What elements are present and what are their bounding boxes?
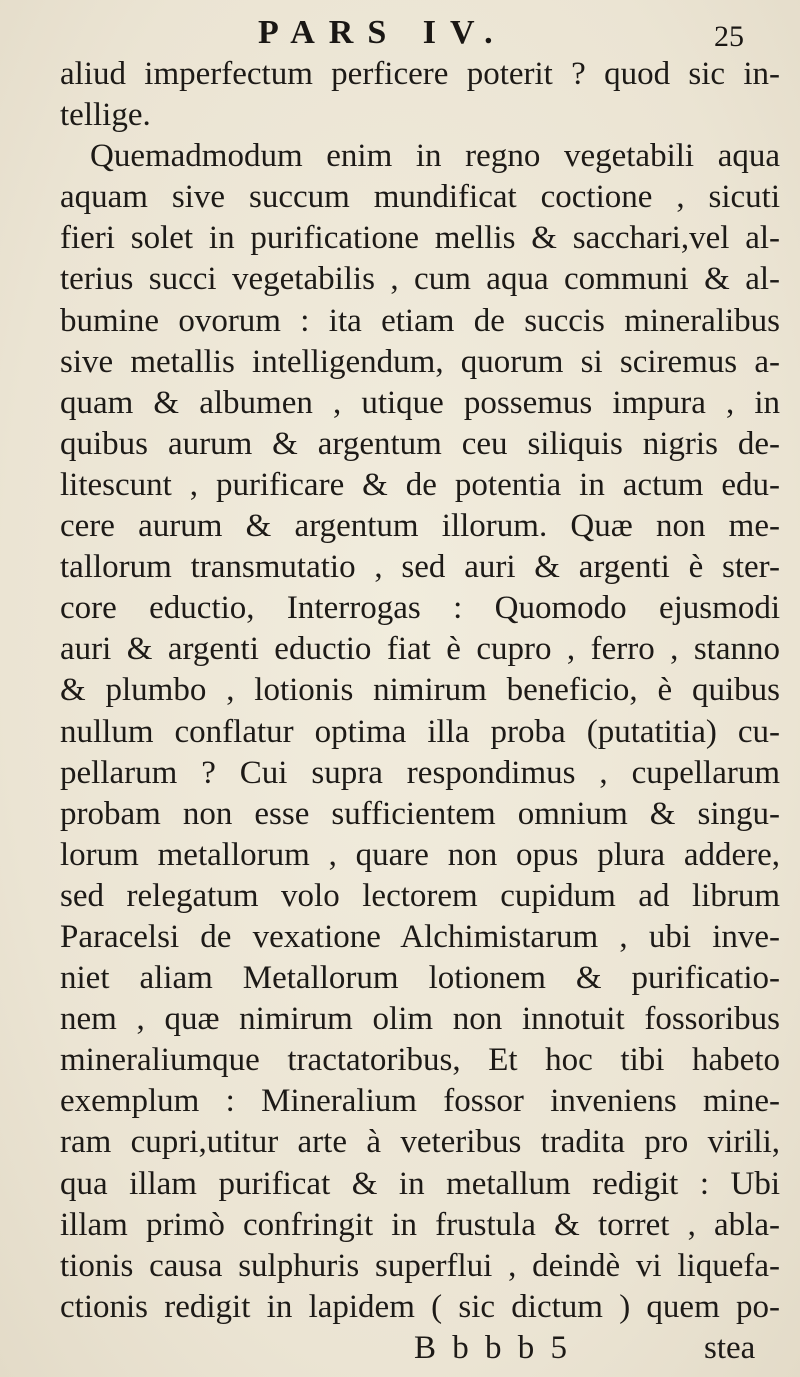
page-number: 25 xyxy=(714,20,744,53)
signature-mark: B b b b 5 xyxy=(414,1329,572,1366)
footer-line xyxy=(60,1328,780,1369)
text-line: quam & albumen , utique possemus impura , in xyxy=(60,384,780,421)
text-line: cere aurum & argentum illorum. Quæ non me- xyxy=(60,508,780,545)
running-head xyxy=(0,14,800,54)
paragraph-start-line: Quemadmodum enim in regno vegetabili aqua xyxy=(90,138,780,175)
body-text xyxy=(60,54,780,1369)
text-line: terius succi vegetabilis , cum aqua communi & al- xyxy=(60,261,780,298)
text-line: nullum conflatur optima illa proba (putatitia) cu- xyxy=(60,713,780,750)
text-line: ram cupri,utitur arte à veteribus tradita pro virili, xyxy=(60,1124,780,1161)
catchword: stea xyxy=(704,1329,756,1366)
text-line: sive metallis intelligendum, quorum si sciremus a- xyxy=(60,343,780,380)
text-line: ctionis redigit in lapidem ( sic dictum ) quem po- xyxy=(60,1288,780,1325)
text-line: fieri solet in purificatione mellis & sacchari,vel al- xyxy=(60,220,780,257)
text-line: nem , quæ nimirum olim non innotuit fossoribus xyxy=(60,1001,780,1038)
text-line: lorum metallorum , quare non opus plura addere, xyxy=(60,836,780,873)
text-line: sed relegatum volo lectorem cupidum ad librum xyxy=(60,877,780,914)
text-line: & plumbo , lotionis nimirum beneficio, è quibus xyxy=(60,672,780,709)
text-line: tallorum transmutatio , sed auri & argenti è ster- xyxy=(60,549,780,586)
text-line: aliud imperfectum perficere poterit ? quod sic in- xyxy=(60,56,780,92)
running-title: PARS IV. xyxy=(258,14,507,51)
text-line: niet aliam Metallorum lotionem & purificatio- xyxy=(60,960,780,997)
text-line: quibus aurum & argentum ceu siliquis nigris de- xyxy=(60,425,780,462)
text-line: probam non esse sufficientem omnium & singu- xyxy=(60,795,780,832)
text-line: illam primò confringit in frustula & torret , abla- xyxy=(60,1206,780,1243)
text-line: aquam sive succum mundificat coctione , sicuti xyxy=(60,179,780,216)
text-line: tionis causa sulphuris superflui , deindè vi liquefa- xyxy=(60,1247,780,1284)
text-line: core eductio, Interrogas : Quomodo ejusmodi xyxy=(60,590,780,627)
text-line: mineraliumque tractatoribus, Et hoc tibi habeto xyxy=(60,1042,780,1079)
text-line: auri & argenti eductio fiat è cupro , ferro , stanno xyxy=(60,631,780,668)
text-line: bumine ovorum : ita etiam de succis mineralibus xyxy=(60,302,780,339)
text-line: tellige. xyxy=(60,97,151,134)
text-line: litescunt , purificare & de potentia in actum edu- xyxy=(60,466,780,503)
text-line: pellarum ? Cui supra respondimus , cupellarum xyxy=(60,754,780,791)
text-line: qua illam purificat & in metallum redigit : Ubi xyxy=(60,1165,780,1202)
text-line: exemplum : Mineralium fossor inveniens mine- xyxy=(60,1083,780,1120)
text-line: Paracelsi de vexatione Alchimistarum , ubi inve- xyxy=(60,918,780,955)
